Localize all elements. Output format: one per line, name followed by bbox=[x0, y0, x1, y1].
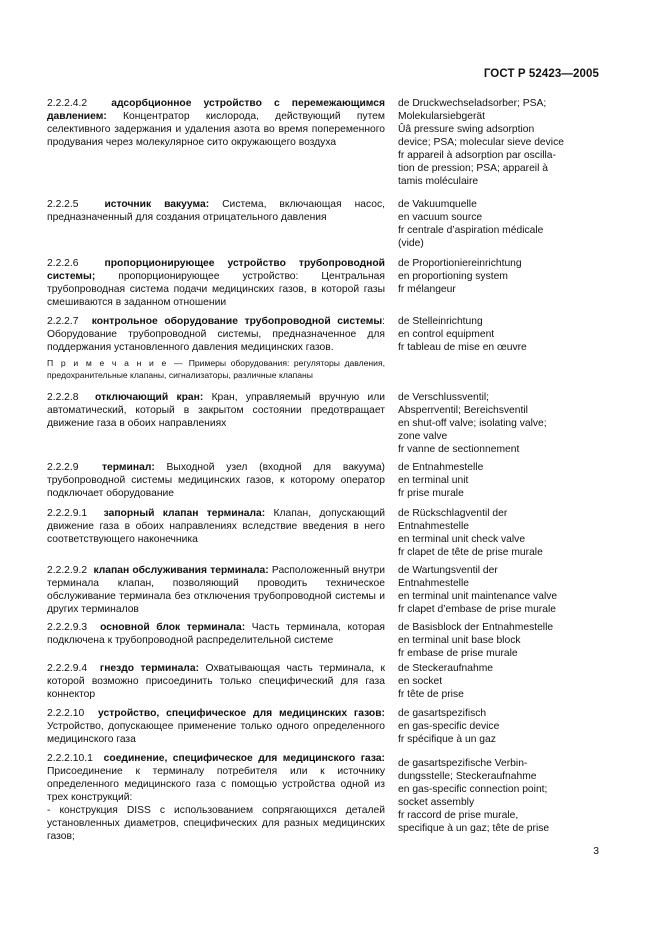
translation-line: de gasartspezifische Verbin- bbox=[398, 758, 528, 769]
translations bbox=[398, 564, 618, 616]
russian-definition bbox=[47, 621, 385, 647]
term-definition: пропорционирующее устройство: Центральная трубопроводная система подачи медицинских газов, в которой газы смешиваются в заданном отношении bbox=[47, 271, 385, 308]
translation-line: de Wartungsventil der bbox=[398, 565, 498, 576]
translation-line: fr spécifique à un gaz bbox=[398, 734, 496, 745]
translation-line: en control equipment bbox=[398, 329, 495, 340]
russian-definition bbox=[47, 461, 385, 500]
term-definition: Клапан, допускающий движение газа в обоих направлениях вследствие введения в него соответствующего наконечника bbox=[47, 508, 385, 545]
term-title: источник вакуума: bbox=[104, 199, 210, 210]
term-definition: Устройство, допускающее применение только одного определенного медицинского газа bbox=[47, 721, 385, 745]
term-definition: : Оборудование трубопроводной системы, предназначенное для поддержания установленного давления медицинских газов. bbox=[47, 316, 385, 353]
russian-definition bbox=[47, 507, 385, 546]
term-number: 2.2.2.9.4 bbox=[47, 663, 88, 674]
translation-line: en socket bbox=[398, 676, 443, 687]
definition-list-item: - конструкция DISS с использованием сопрягающихся деталей установленных диаметров, специфических для разных медицинских газов; bbox=[47, 805, 385, 842]
translation-line: de Basisblock der Entnahmestelle bbox=[398, 622, 554, 633]
term-title: соединение, специфическое для медицинского газа: bbox=[103, 753, 385, 764]
translation-line: de Druckwechseladsorber; PSA; bbox=[398, 98, 547, 109]
term-number: 2.2.2.9 bbox=[47, 462, 79, 473]
term-title: контрольное оборудование трубопроводной системы bbox=[91, 316, 383, 327]
translation-line: de Entnahmestelle bbox=[398, 462, 484, 473]
translation-line: de Steckeraufnahme bbox=[398, 663, 494, 674]
translation-line: en gas-specific connection point; bbox=[398, 784, 548, 795]
translation-line: de gasartspezifisch bbox=[398, 708, 487, 719]
translation-line: fr appareil à adsorption par oscilla- bbox=[398, 150, 556, 161]
term-title: устройство, специфическое для медицинских газов: bbox=[98, 708, 385, 719]
term-title: основной блок терминала: bbox=[100, 622, 246, 633]
term-number: 2.2.2.6 bbox=[47, 258, 79, 269]
term-definition: Охватывающая часть терминала, к которой возможно присоединить только специфический для газа коннектор bbox=[47, 663, 385, 700]
translation-line: socket assembly bbox=[398, 797, 475, 808]
term-title: запорный клапан терминала: bbox=[103, 508, 266, 519]
translations bbox=[398, 315, 618, 354]
russian-definition bbox=[47, 391, 385, 430]
translations bbox=[398, 707, 618, 746]
translation-line: Ûâ pressure swing adsorption bbox=[398, 124, 535, 135]
translation-line: fr clapet d’embase de prise murale bbox=[398, 604, 556, 615]
translations bbox=[398, 257, 618, 296]
translation-line: Entnahmestelle bbox=[398, 578, 469, 589]
translation-line: fr raccord de prise murale, bbox=[398, 810, 519, 821]
term-number: 2.2.2.7 bbox=[47, 316, 79, 327]
translation-line: fr prise murale bbox=[398, 488, 464, 499]
page-number: 3 bbox=[593, 846, 599, 857]
translation-line: fr clapet de tête de prise murale bbox=[398, 547, 543, 558]
translation-line: en shut-off valve; isolating valve; bbox=[398, 418, 547, 429]
russian-definition bbox=[47, 707, 385, 746]
translations bbox=[398, 198, 618, 250]
term-definition: Расположенный внутри терминала клапан, позволяющий проводить техническое обслуживание терминала без отключения трубопроводной системы и других терминалов bbox=[47, 565, 385, 615]
term-title: клапан обслуживания терминала: bbox=[93, 565, 269, 576]
translation-line: tion de pression; PSA; appareil à bbox=[398, 163, 548, 174]
standard-number: ГОСТ Р 52423—2005 bbox=[483, 68, 599, 80]
translation-line: Entnahmestelle bbox=[398, 521, 469, 532]
translation-line: (vide) bbox=[398, 238, 424, 249]
translation-line: fr tête de prise bbox=[398, 689, 464, 700]
translation-line: de Verschlussventil; bbox=[398, 392, 490, 403]
term-number: 2.2.2.4.2 bbox=[47, 98, 88, 109]
translation-line: de Vakuumquelle bbox=[398, 199, 477, 210]
translation-line: en gas-specific device bbox=[398, 721, 500, 732]
translation-line: en terminal unit base block bbox=[398, 635, 521, 646]
translation-line: fr embase de prise murale bbox=[398, 648, 518, 659]
term-definition: Система, включающая насос, предназначенный для создания отрицательного давления bbox=[47, 199, 385, 223]
term-number: 2.2.2.5 bbox=[47, 199, 79, 210]
translation-line: specifique à un gaz; tête de prise bbox=[398, 823, 550, 834]
translations bbox=[398, 621, 618, 660]
translation-line: de Stelleinrichtung bbox=[398, 316, 483, 327]
translation-line: fr centrale d’aspiration médicale bbox=[398, 225, 544, 236]
term-number: 2.2.2.9.3 bbox=[47, 622, 88, 633]
term-number: 2.2.2.8 bbox=[47, 392, 79, 403]
russian-definition bbox=[47, 752, 385, 843]
translation-line: de Rückschlagventil der bbox=[398, 508, 508, 519]
translation-line: fr tableau de mise en œuvre bbox=[398, 342, 527, 353]
translation-line: fr vanne de sectionnement bbox=[398, 444, 520, 455]
term-number: 2.2.2.10.1 bbox=[47, 753, 93, 764]
term-title: пропорционирующее устройство трубопроводной системы; bbox=[47, 258, 385, 282]
term-title: отключающий кран: bbox=[95, 392, 204, 403]
term-number: 2.2.2.10 bbox=[47, 708, 85, 719]
term-title: гнездо терминала: bbox=[99, 663, 200, 674]
term-definition: Присоединение к терминалу потребителя или к источнику определенного медицинского газа с помощью устройства одной из трех конструкций: bbox=[47, 766, 385, 803]
note-text: Примеры оборудования: регуляторы давления, предохранительные клапаны, сигнализаторы, различные клапаны bbox=[47, 358, 385, 380]
term-definition: Выходной узел (входной для вакуума) трубопроводной системы медицинских газов, к которому оператор подключает оборудование bbox=[47, 462, 385, 499]
translation-line: fr mélangeur bbox=[398, 284, 456, 295]
term-title: адсорбционное устройство с перемежающимся давлением: bbox=[47, 98, 385, 122]
translation-line: en terminal unit check valve bbox=[398, 534, 526, 545]
translation-line: device; PSA; molecular sieve device bbox=[398, 137, 564, 148]
russian-definition bbox=[47, 315, 385, 381]
translation-line: dungsstelle; Steckeraufnahme bbox=[398, 771, 537, 782]
russian-definition bbox=[47, 564, 385, 616]
translation-line: en terminal unit maintenance valve bbox=[398, 591, 558, 602]
translation-line: Absperrventil; Bereichsventil bbox=[398, 405, 528, 416]
translation-line: zone valve bbox=[398, 431, 448, 442]
translation-line: en terminal unit bbox=[398, 475, 469, 486]
term-definition: Концентратор кислорода, действующий путем селективного задержания и удаления азота во время попеременного продувания через молекулярное сито окружающего воздуха bbox=[47, 111, 385, 148]
russian-definition bbox=[47, 97, 385, 149]
term-definition: Кран, управляемый вручную или автоматический, который в закрытом состоянии предотвращает движение газа в обоих направлениях bbox=[47, 392, 385, 429]
note bbox=[47, 358, 385, 381]
term-number: 2.2.2.9.2 bbox=[47, 565, 88, 576]
term-title: терминал: bbox=[102, 462, 155, 473]
russian-definition bbox=[47, 662, 385, 701]
russian-definition bbox=[47, 257, 385, 309]
translation-line: en vacuum source bbox=[398, 212, 483, 223]
translation-line: en proportioning system bbox=[398, 271, 508, 282]
translations bbox=[398, 507, 618, 559]
term-definition: Часть терминала, которая подключена к трубопроводной распределительной системе bbox=[47, 622, 385, 646]
term-number: 2.2.2.9.1 bbox=[47, 508, 88, 519]
note-label: П р и м е ч а н и е — bbox=[47, 358, 185, 368]
translation-line: de Proportioniereinrichtung bbox=[398, 258, 522, 269]
translations bbox=[398, 461, 618, 500]
translations bbox=[398, 97, 618, 188]
translations bbox=[398, 391, 618, 456]
translation-line: Molekularsiebgerät bbox=[398, 111, 485, 122]
russian-definition bbox=[47, 198, 385, 224]
translations bbox=[398, 662, 618, 701]
translations bbox=[398, 757, 618, 835]
translation-line: tamis moléculaire bbox=[398, 176, 479, 187]
